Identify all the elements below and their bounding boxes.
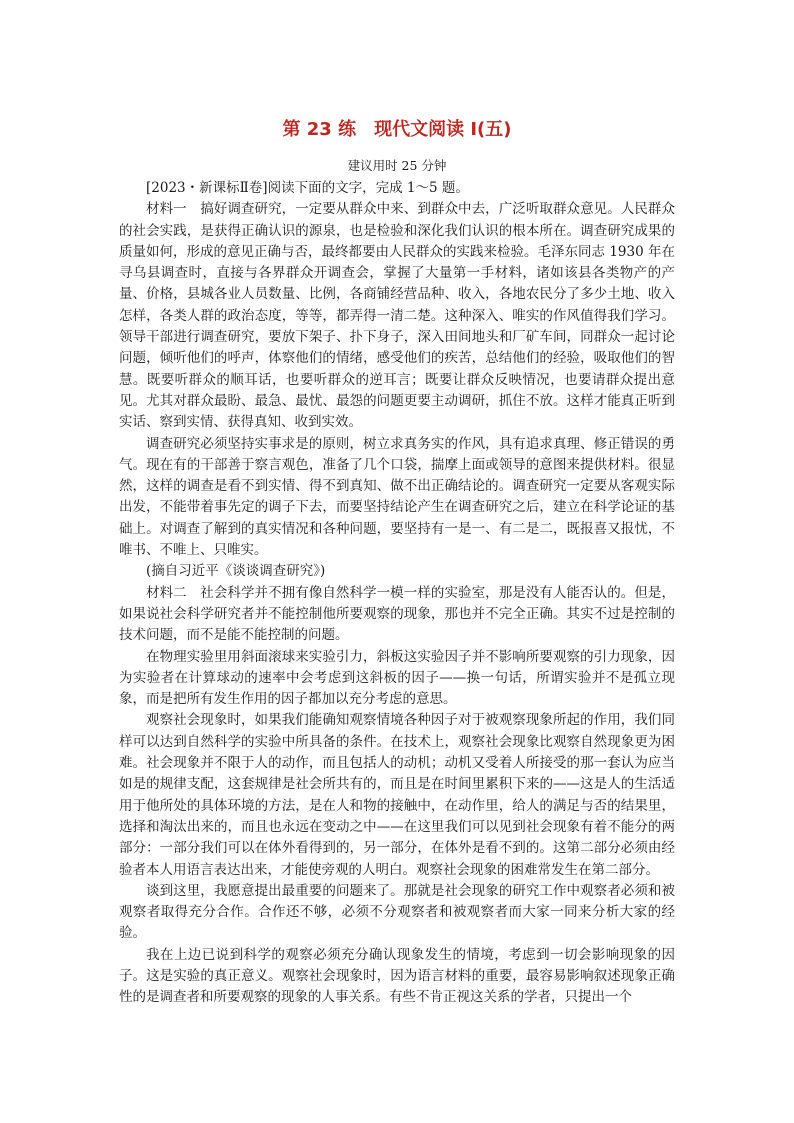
paragraph: 谈到这里，我愿意提出最重要的问题来了。那就是社会现象的研究工作中观察者必须和被观察者取得充分合作。合作还不够，必须不分观察者和被观察者而大家一同来分析大家的经验。 bbox=[119, 882, 675, 942]
page-subtitle: 建议用时 25 分钟 bbox=[347, 158, 447, 173]
page-title: 第 23 练 现代文阅读 Ⅰ(五) bbox=[282, 119, 512, 140]
paragraph: 在物理实验里用斜面滚球来实验引力，斜板这实验因子并不影响所要观察的引力现象，因为实验者在计算球动的速率中会考虑到这斜板的因子——换一句话，所谓实验并不是孤立现象，而是把所有发生作用的因子都加以充分考虑的意思。 bbox=[119, 648, 675, 708]
source-citation: (摘自习近平《谈谈调查研究》) bbox=[146, 563, 326, 580]
paragraph: 材料一 搞好调查研究，一定要从群众中来、到群众中去，广泛听取群众意见。人民群众的社会实践，是获得正确认识的源泉，也是检验和深化我们认识的根本所在。调查研究成果的质量如何，形成的意见正确与否，最终都要由人民群众的实践来检验。毛泽东同志 1930 年在寻乌县调查时，直接与各界群众开调查会，掌握了大量第一手材料，诸如该县各类物产的产量、价格，县城各业人员数量、比例，各商铺经营品种、收入，各地农民分了多少土地、收入怎样，各类人群的政治态度，等等，都弄得一清二楚。这种深入、唯实的作风值得我们学习。领导干部进行调查研究，要放下架子、扑下身子，深入田间地头和厂矿车间，同群众一起讨论问题，倾听他们的呼声，体察他们的情绪，感受他们的疾苦，总结他们的经验，吸取他们的智慧。既要听群众的顺耳话，也要听群众的逆耳言；既要让群众反映情况，也要请群众提出意见。尤其对群众最盼、最急、最忧、最怨的问题更要主动调研，抓住不放。这样才能真正听到实话、察到实情、获得真知、收到实效。 bbox=[119, 201, 675, 431]
paragraph: 调查研究必须坚持实事求是的原则，树立求真务实的作风，具有追求真理、修正错误的勇气。现在有的干部善于察言观色，准备了几个口袋，揣摩上面或领导的意图来提供材料。很显然，这样的调查是看不到实情、得不到真知、做不出正确结论的。调查研究一定要从客观实际出发，不能带着事先定的调子下去，而要坚持结论产生在调查研究之后，建立在科学论证的基础上。对调查了解到的真实情况和各种问题，要坚持有一是一、有二是二，既报喜又报忧，不唯书、不唯上、只唯实。 bbox=[119, 435, 675, 559]
document-page bbox=[119, 118, 675, 1009]
question-intro: [2023・新课标Ⅱ卷]阅读下面的文字，完成 1～5 题。 bbox=[146, 180, 469, 196]
paragraph: 材料二 社会科学并不拥有像自然科学一模一样的实验室，那是没有人能否认的。但是，如果说社会科学研究者并不能控制他所要观察的现象，那也并不完全正确。其实不过是控制的技术问题，而不是能不能控制的问题。 bbox=[119, 584, 675, 644]
paragraph: 观察社会现象时，如果我们能确知观察情境各种因子对于被观察现象所起的作用，我们同样可以达到自然科学的实验中所具备的条件。在技术上，观察社会现象比观察自然现象更为困难。社会现象并不限于人的动作，而且包括人的动机；动机又受着人所接受的那一套认为应当如是的规律支配，这套规律是社会所共有的，而且是在时间里累积下来的——这是人的生活适用于他所处的具体环境的方法，是在人和物的接触中，在动作里，给人的满足与否的结果里，选择和淘汰出来的，而且也永远在变动之中——在这里我们可以见到社会现象有着不能分的两部分：一部分我们可以在体外看得到的，另一部分，在体外是看不到的。这第二部分必须由经验者本人用语言表达出来，才能使旁观的人明白。观察社会现象的困难常发生在第二部分。 bbox=[119, 712, 675, 878]
paragraph: 我在上边已说到科学的观察必须充分确认现象发生的情境，考虑到一切会影响现象的因子。这是实验的真正意义。观察社会现象时，因为语言材料的重要，最容易影响叙述现象正确性的是调查者和所要观察的现象的人事关系。有些不肯正视这关系的学者，只提出一个 bbox=[119, 946, 675, 1006]
